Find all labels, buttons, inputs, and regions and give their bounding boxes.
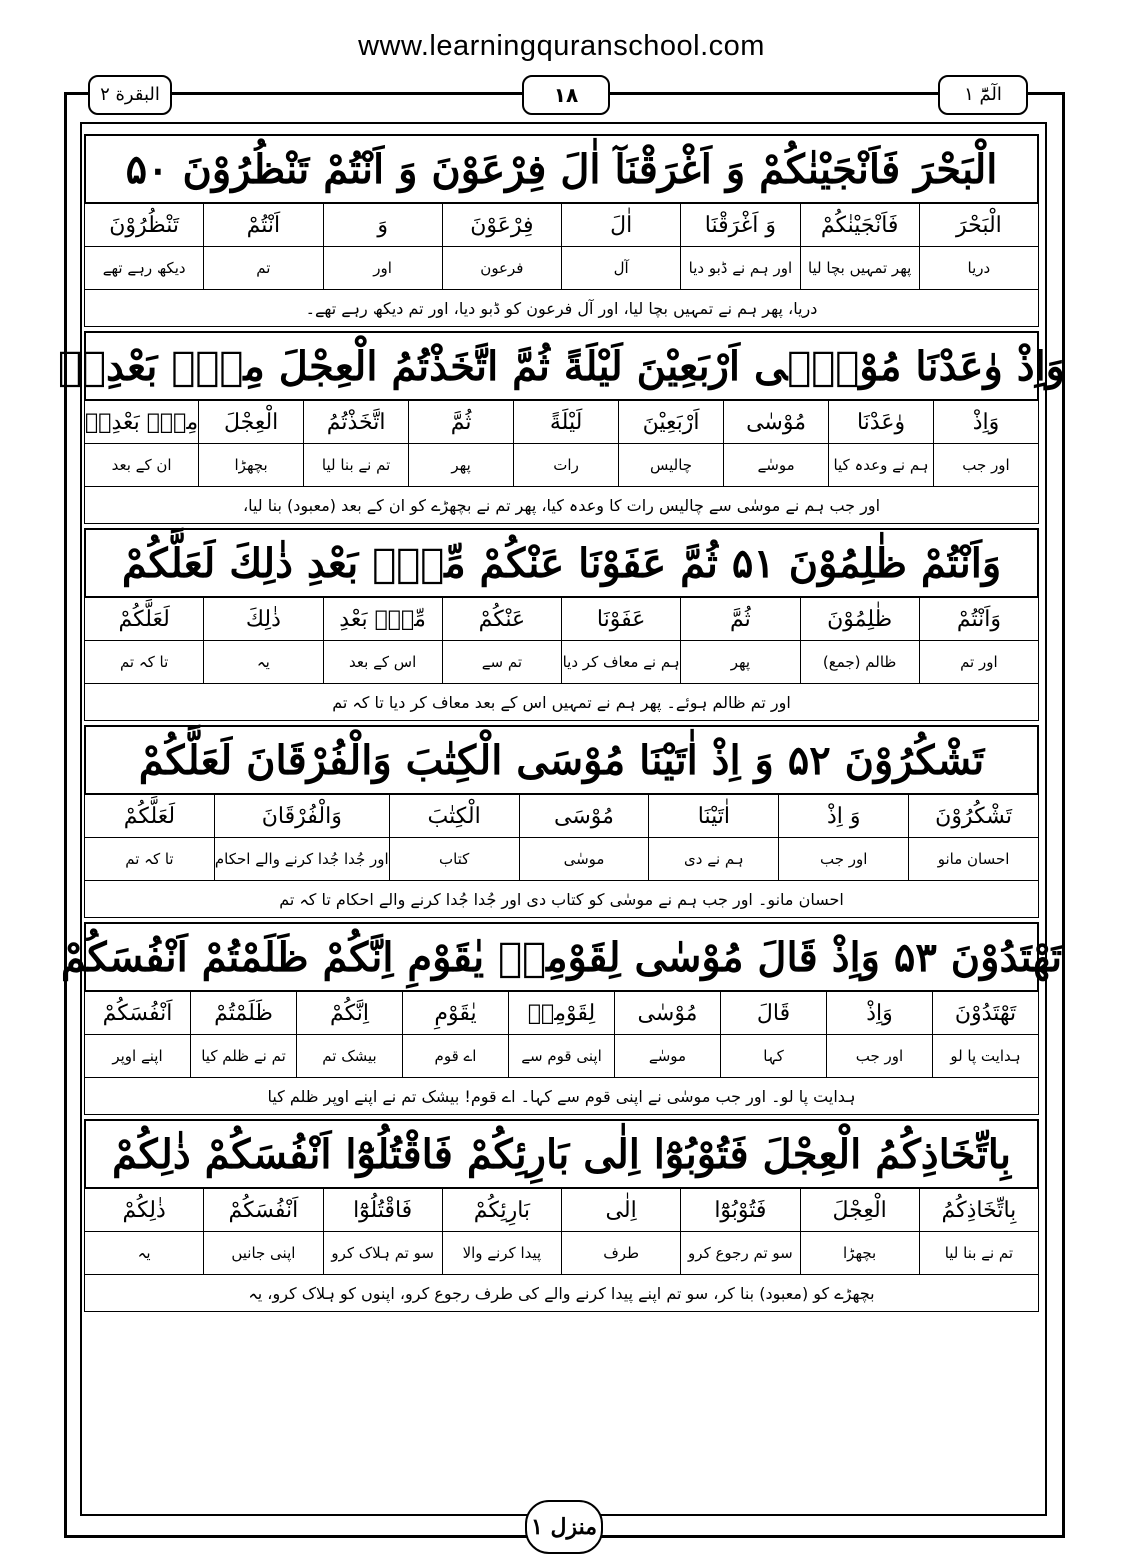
word-column <box>85 1189 203 1274</box>
word-column <box>800 598 919 683</box>
word-column <box>680 1189 799 1274</box>
urdu-meaning: ہم نے دی <box>684 850 744 868</box>
urdu-meaning: ہم نے معاف کر دیا <box>562 653 680 671</box>
urdu-meaning: پھر <box>730 653 751 671</box>
urdu-meaning: تا کہ تم <box>125 850 174 868</box>
urdu-meaning: سو تم ہلاک کرو <box>331 1244 434 1262</box>
word-column <box>85 598 203 683</box>
word-column <box>919 598 1038 683</box>
arabic-word: قَالَ <box>721 992 826 1035</box>
word-column <box>190 992 296 1077</box>
arabic-word: ظَلَمْتُمْ <box>191 992 296 1035</box>
word-column <box>323 204 442 289</box>
urdu-meaning: اپنی جانیں <box>231 1244 296 1262</box>
word-column <box>919 204 1038 289</box>
urdu-meaning: اور جُدا جُدا کرنے والے احکام <box>214 850 389 868</box>
arabic-word: تَنْظُرُوْنَ <box>85 204 203 247</box>
word-column <box>85 401 198 486</box>
urdu-translation: اور جب ہم نے موسٰی سے چالیس رات کا وعدہ کیا، پھر تم نے بچھڑے کو ان کے بعد (معبود) بنا لیا، <box>84 487 1039 524</box>
arabic-word: الْكِتٰبَ <box>390 795 519 838</box>
word-column <box>519 795 649 880</box>
word-column <box>648 795 778 880</box>
arabic-word: ظٰلِمُوْنَ <box>801 598 919 641</box>
arabic-word: يٰقَوْمِ <box>403 992 508 1035</box>
arabic-word: بَارِئِكُمْ <box>443 1189 561 1232</box>
word-column <box>723 401 828 486</box>
manzil-badge: منزل ١ <box>525 1500 603 1554</box>
urdu-meaning: ہم نے وعدہ کیا <box>833 456 929 474</box>
word-column <box>919 1189 1038 1274</box>
urdu-translation: اور تم ظالم ہوئے۔ پھر ہم نے تمہیں اس کے بعد معاف کر دیا تا کہ تم <box>84 684 1039 721</box>
arabic-word: لَعَلَّكُمْ <box>85 598 203 641</box>
arabic-word: لَعَلَّكُمْ <box>85 795 214 838</box>
arabic-word: مِّنْۢ بَعْدِ <box>324 598 442 641</box>
arabic-word: عَنْكُمْ <box>443 598 561 641</box>
urdu-meaning: پھر <box>451 456 471 474</box>
arabic-word: اَرْبَعِيْنَ <box>619 401 723 444</box>
arabic-word: ذٰلِكُمْ <box>85 1189 203 1232</box>
arabic-word: بِاتِّخَاذِكُمُ <box>920 1189 1038 1232</box>
arabic-word: وَاَنْتُمْ <box>920 598 1038 641</box>
arabic-word: فَتُوْبُوْٓا <box>681 1189 799 1232</box>
urdu-meaning: اور <box>373 259 392 277</box>
urdu-meaning: ان کے بعد <box>111 456 172 474</box>
word-column <box>214 795 389 880</box>
urdu-meaning: احسان مانو <box>937 850 1010 868</box>
urdu-meaning: ہدایت پا لو <box>950 1047 1021 1065</box>
arabic-word: الْبَحْرَ <box>920 204 1038 247</box>
arabic-word: اِلٰى <box>562 1189 680 1232</box>
arabic-word: مِنْۢ بَعْدِهٖ <box>85 401 198 444</box>
arabic-word: اَنْفُسَكُمْ <box>204 1189 322 1232</box>
word-column <box>828 401 933 486</box>
urdu-meaning: اے قوم <box>434 1047 477 1065</box>
word-column <box>442 204 561 289</box>
word-column <box>203 204 322 289</box>
word-column <box>800 1189 919 1274</box>
urdu-meaning: اور تم <box>960 653 998 671</box>
urdu-meaning: تم سے <box>481 653 523 671</box>
word-column <box>932 992 1038 1077</box>
urdu-meaning: اپنی قوم سے <box>521 1047 602 1065</box>
arabic-word: عَفَوْنَا <box>562 598 680 641</box>
urdu-meaning: تم نے بنا لیا <box>944 1244 1014 1262</box>
arabic-word: لِقَوْمِهٖ <box>509 992 614 1035</box>
urdu-meaning: موسٰے <box>648 1047 687 1065</box>
arabic-word: وَ <box>324 204 442 247</box>
surah-name-label: البقرة ٢ <box>88 75 172 115</box>
word-column <box>85 204 203 289</box>
arabic-word: اَنْتُمْ <box>204 204 322 247</box>
word-column <box>513 401 618 486</box>
arabic-word: اٰتَيْنَا <box>649 795 778 838</box>
arabic-word: مُوْسٰى <box>615 992 720 1035</box>
word-column <box>389 795 519 880</box>
arabic-word: وَاِذْ <box>827 992 932 1035</box>
arabic-word: وٰعَدْنَا <box>829 401 933 444</box>
urdu-meaning: سو تم رجوع کرو <box>688 1244 793 1262</box>
urdu-meaning: ظالم (جمع) <box>822 653 897 671</box>
urdu-meaning: کتاب <box>438 850 470 868</box>
arabic-word: وَاِذْ <box>934 401 1038 444</box>
word-column <box>85 795 214 880</box>
arabic-word: الْعِجْلَ <box>801 1189 919 1232</box>
arabic-word: فَاَنْجَيْنٰكُمْ <box>801 204 919 247</box>
urdu-meaning: موسٰی <box>563 850 605 868</box>
word-column <box>778 795 908 880</box>
arabic-word: اِنَّكُمْ <box>297 992 402 1035</box>
urdu-meaning: اپنے اوپر <box>112 1047 163 1065</box>
urdu-meaning: اور ہم نے ڈبو دیا <box>688 259 793 277</box>
arabic-word: مُوْسٰى <box>724 401 828 444</box>
urdu-meaning: طرف <box>603 1244 640 1262</box>
word-column <box>614 992 720 1077</box>
page-number: ١٨ <box>522 75 610 115</box>
arabic-word: اَنْفُسَكُمْ <box>85 992 190 1035</box>
arabic-word: ثُمَّ <box>409 401 513 444</box>
urdu-meaning: اس کے بعد <box>349 653 417 671</box>
arabic-word: فِرْعَوْنَ <box>443 204 561 247</box>
urdu-meaning: تا کہ تم <box>119 653 169 671</box>
urdu-meaning: بچھڑا <box>843 1244 877 1262</box>
urdu-meaning: اور جب <box>855 1047 904 1065</box>
word-column <box>442 1189 561 1274</box>
word-by-word-grid <box>84 401 1039 487</box>
word-column <box>203 598 322 683</box>
word-column <box>508 992 614 1077</box>
word-column <box>303 401 408 486</box>
word-column <box>442 598 561 683</box>
arabic-word: تَهْتَدُوْنَ <box>933 992 1038 1035</box>
word-column <box>402 992 508 1077</box>
word-by-word-grid <box>84 204 1039 290</box>
verse-line: تَشْكُرُوْنَ ۵۲ وَ اِذْ اٰتَيْنَا مُوْسَى الْكِتٰبَ وَالْفُرْقَانَ لَعَلَّكُمْ <box>84 725 1039 795</box>
word-column <box>561 1189 680 1274</box>
word-by-word-grid <box>84 598 1039 684</box>
urdu-translation: دریا، پھر ہم نے تمہیں بچا لیا، اور آل فرعون کو ڈبو دیا، اور تم دیکھ رہے تھے۔ <box>84 290 1039 327</box>
arabic-word: وَالْفُرْقَانَ <box>215 795 389 838</box>
arabic-word: وَ اَغْرَقْنَا <box>681 204 799 247</box>
urdu-meaning: چالیس <box>650 456 693 474</box>
juz-name-label: الٓمّٓ ١ <box>938 75 1028 115</box>
word-column <box>323 598 442 683</box>
verse-line: الْبَحْرَ فَاَنْجَيْنٰكُمْ وَ اَغْرَقْنَآ اٰلَ فِرْعَوْنَ وَ اَنْتُمْ تَنْظُرُوْنَ ۵۰ <box>84 134 1039 204</box>
word-column <box>680 598 799 683</box>
verse-line: وَاِذْ وٰعَدْنَا مُوْسٰۤى اَرْبَعِيْنَ لَيْلَةً ثُمَّ اتَّخَذْتُمُ الْعِجْلَ مِنْۢ بَعْدِهٖ <box>84 331 1039 401</box>
urdu-meaning: تم نے بنا لیا <box>321 456 391 474</box>
word-column <box>203 1189 322 1274</box>
verse-line: وَاَنْتُمْ ظٰلِمُوْنَ ۵۱ ثُمَّ عَفَوْنَا عَنْكُمْ مِّنْۢ بَعْدِ ذٰلِكَ لَعَلَّكُمْ <box>84 528 1039 598</box>
urdu-meaning: موسٰے <box>757 456 795 474</box>
word-column <box>198 401 303 486</box>
word-column <box>618 401 723 486</box>
urdu-meaning: پیدا کرنے والا <box>462 1244 542 1262</box>
word-column <box>908 795 1038 880</box>
arabic-word: اٰلَ <box>562 204 680 247</box>
word-column <box>296 992 402 1077</box>
urdu-meaning: یہ <box>137 1244 151 1262</box>
word-by-word-grid <box>84 992 1039 1078</box>
word-column <box>826 992 932 1077</box>
urdu-meaning: فرعون <box>480 259 524 277</box>
urdu-meaning: کہا <box>763 1047 784 1065</box>
urdu-meaning: پھر تمہیں بچا لیا <box>807 259 912 277</box>
arabic-word: الْعِجْلَ <box>199 401 303 444</box>
arabic-word: مُوْسَى <box>520 795 649 838</box>
urdu-translation: ہدایت پا لو۔ اور جب موسٰی نے اپنی قوم سے کہا۔ اے قوم! بیشک تم نے اپنے اوپر ظلم کیا <box>84 1078 1039 1115</box>
word-column <box>933 401 1038 486</box>
urdu-meaning: دیکھ رہے تھے <box>102 259 186 277</box>
urdu-meaning: دریا <box>967 259 991 277</box>
site-url: www.learningquranschool.com <box>358 30 765 62</box>
urdu-translation: احسان مانو۔ اور جب ہم نے موسٰی کو کتاب دی اور جُدا جُدا کرنے والے احکام تا کہ تم <box>84 881 1039 918</box>
word-by-word-grid <box>84 1189 1039 1275</box>
verse-line: بِاتِّخَاذِكُمُ الْعِجْلَ فَتُوْبُوْٓا اِلٰى بَارِئِكُمْ فَاقْتُلُوْٓا اَنْفُسَكُمْ ذٰلِكُمْ <box>84 1119 1039 1189</box>
verse-line: تَهْتَدُوْنَ ۵۳ وَاِذْ قَالَ مُوْسٰى لِقَوْمِهٖ يٰقَوْمِ اِنَّكُمْ ظَلَمْتُمْ اَنْفُسَكُمْ <box>84 922 1039 992</box>
urdu-meaning: یہ <box>256 653 270 671</box>
word-column <box>85 992 190 1077</box>
word-column <box>561 598 680 683</box>
word-column <box>561 204 680 289</box>
urdu-meaning: آل <box>613 259 629 277</box>
word-by-word-grid <box>84 795 1039 881</box>
urdu-meaning: تم <box>256 259 271 277</box>
arabic-word: وَ اِذْ <box>779 795 908 838</box>
arabic-word: ثُمَّ <box>681 598 799 641</box>
arabic-word: اتَّخَذْتُمُ <box>304 401 408 444</box>
word-column <box>408 401 513 486</box>
urdu-meaning: اور جب <box>962 456 1010 474</box>
arabic-word: فَاقْتُلُوْٓا <box>324 1189 442 1232</box>
arabic-word: ذٰلِكَ <box>204 598 322 641</box>
word-column <box>680 204 799 289</box>
word-column <box>800 204 919 289</box>
urdu-meaning: رات <box>553 456 579 474</box>
word-column <box>323 1189 442 1274</box>
urdu-meaning: تم نے ظلم کیا <box>201 1047 286 1065</box>
urdu-translation: بچھڑے کو (معبود) بنا کر، سو تم اپنے پیدا کرنے والے کی طرف رجوع کرو، اپنوں کو ہلاک کرو، یہ <box>84 1275 1039 1312</box>
word-column <box>720 992 826 1077</box>
urdu-meaning: اور جب <box>820 850 868 868</box>
arabic-word: تَشْكُرُوْنَ <box>909 795 1038 838</box>
page-content <box>58 130 1065 1500</box>
arabic-word: لَيْلَةً <box>514 401 618 444</box>
urdu-meaning: بچھڑا <box>234 456 268 474</box>
urdu-meaning: بیشک تم <box>322 1047 377 1065</box>
